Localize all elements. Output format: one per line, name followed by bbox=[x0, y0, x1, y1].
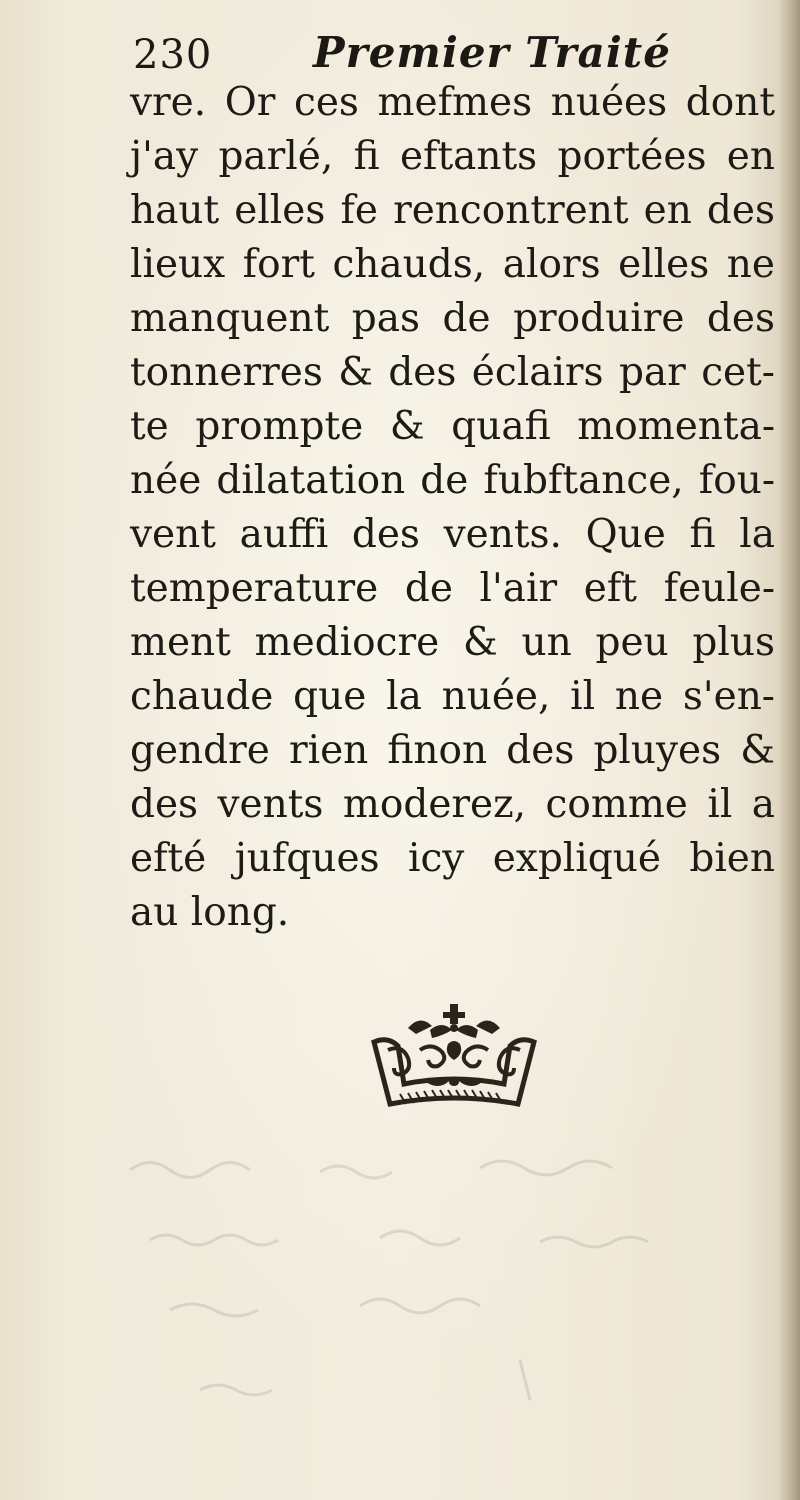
text-line: vre. Or ces mefmes nuées dont bbox=[130, 80, 775, 125]
text-line: haut elles fe rencontrent en des bbox=[130, 188, 775, 233]
text-line: chaude que la nuée, il ne s'en- bbox=[130, 674, 775, 719]
text-line: ment mediocre & un peu plus bbox=[130, 620, 775, 665]
text-line: au long. bbox=[130, 890, 290, 935]
page-number: 230 bbox=[133, 32, 213, 78]
running-title: Premier Traité bbox=[313, 28, 671, 77]
show-through-texture bbox=[120, 1110, 770, 1490]
text-line: tonnerres & des éclairs par cet- bbox=[130, 350, 775, 395]
text-line: née dilatation de fubftance, fou- bbox=[130, 458, 775, 503]
crown-fleuron-icon bbox=[368, 1000, 540, 1115]
text-line: lieux fort chauds, alors elles ne bbox=[130, 242, 775, 287]
text-line: j'ay parlé, fi eftants portées en bbox=[130, 134, 775, 179]
text-line: te prompte & quafi momenta- bbox=[130, 404, 775, 449]
text-line: temperature de l'air eft feule- bbox=[130, 566, 775, 611]
body-text bbox=[130, 76, 780, 940]
text-line: vent auffi des vents. Que fi la bbox=[130, 512, 775, 557]
page-edge-shadow bbox=[778, 0, 800, 1500]
text-line: des vents moderez, comme il a bbox=[130, 782, 775, 827]
text-line: efté jufques icy expliqué bien bbox=[130, 836, 775, 881]
text-line: manquent pas de produire des bbox=[130, 296, 775, 341]
text-line: gendre rien finon des pluyes & bbox=[130, 728, 775, 773]
